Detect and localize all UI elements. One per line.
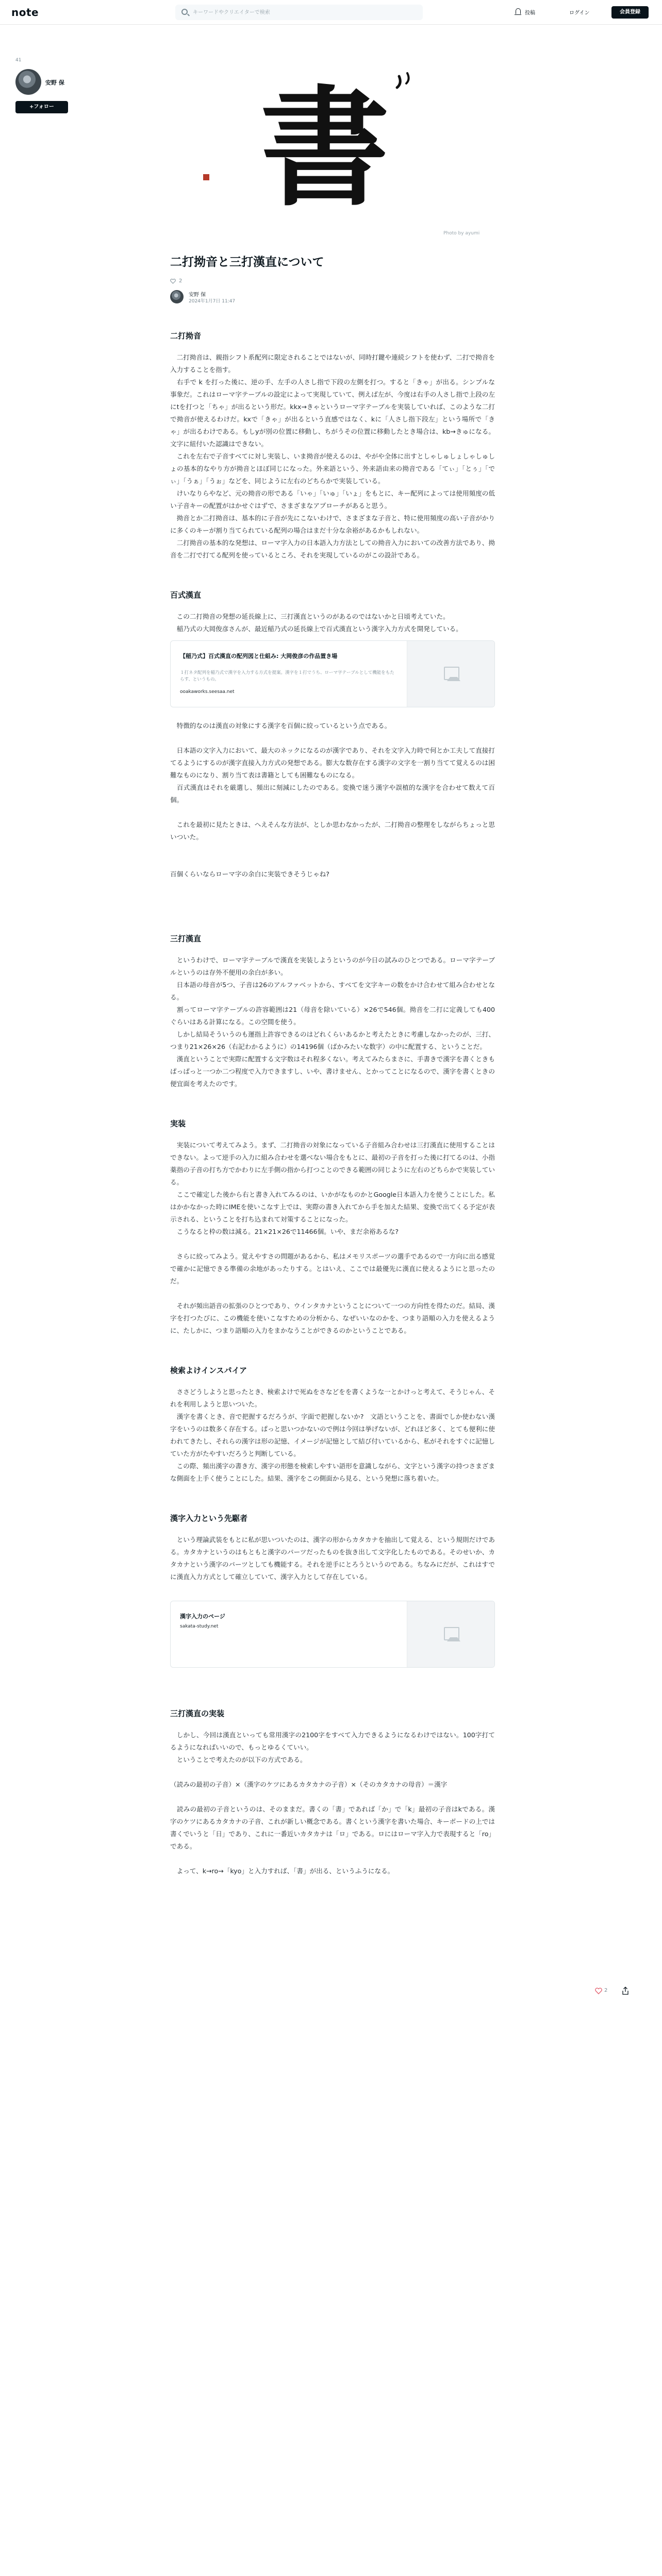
- like-meta[interactable]: [170, 278, 495, 284]
- publish-date: 2024年1月7日 11:47: [189, 299, 236, 304]
- link-card[interactable]: [170, 1601, 495, 1668]
- follow-button[interactable]: +フォロー: [15, 101, 68, 113]
- paragraph: これを左右で子音すべてに対し実装し、いま拗音が使えるのは、やがや全体に出すとしゃしゅしょしゃしゅしょの基本的なやり方が拗音とほぼ同じになった。外来語という、外来語由来の拗音である「てぃ」「とぅ」「でぃ」「うぁ」「うぉ」などを、同じように左右のどちらかで実装している。: [170, 452, 495, 485]
- paragraph: 読みの最初の子音というのは、そのままだ。書くの「書」であれば「か」で「k」最初の子音はkである。漢字のケツにあるカタカナの子音、これが新しい概念である。書くという漢字を書いた場合、キーボードの上では書くでいうと「日」であり、これに一番近いカタカナは「ロ」である。ロにはローマ字入力で表現すると「ro」である。: [170, 1805, 495, 1850]
- creator-sidebar: [15, 58, 77, 110]
- paragraph: 二打拗音の基本的な発想は、ローマ字入力の日本語入力方法としての拗音入力においての改善方法であり、拗音を二打で打てる配列を使っているところ、それを実現しているのがこの設計である。: [170, 539, 495, 559]
- note-logo[interactable]: note: [11, 6, 39, 19]
- seal-stamp: [203, 174, 209, 180]
- paragraph: よって、k→ro→「kyo」と入力すれば、「書」が出る、というふうになる。: [170, 1867, 394, 1875]
- section-heading: 三打漢直の実装: [170, 1709, 225, 1718]
- link-card-title: 漢字入力のページ: [180, 1613, 225, 1620]
- paragraph: ということで考えたのが以下の方式である。: [170, 1756, 307, 1764]
- section-heading: 検索よけインスパイア: [170, 1366, 247, 1375]
- paragraph: さらに絞ってみよう。覚えやすさの問題があるから、私はメモリスポーツの選手であるので一方向に出る感覚で確かに記憶できる準備の余地があったりする。とはいえ、ここでは最優先に漢直に使えるようにと思ったのだ。: [170, 1252, 495, 1285]
- article-title: 二打拗音と三打漢直について: [170, 256, 324, 269]
- section-heading: 実装: [170, 1119, 186, 1128]
- section-heading: 漢字入力という先駆者: [170, 1514, 248, 1523]
- image-placeholder-icon: [407, 1601, 494, 1667]
- article: [170, 253, 495, 1877]
- section-heading: 百式漢直: [170, 590, 202, 600]
- paragraph: （読みの最初の子音）×（漢字のケツにあるカタカナの子音）×（そのカタカナの母音）＝漢字: [170, 1781, 448, 1788]
- link-card-title: 【稲乃式】百式漢直の配列図と仕組み: 大岡俊彦の作品置き場: [180, 653, 338, 659]
- register-button[interactable]: 会員登録: [611, 6, 649, 19]
- floating-actions: [595, 1987, 641, 1997]
- section-heading: 三打漢直: [170, 934, 202, 943]
- post-link[interactable]: 投稿: [525, 10, 535, 16]
- paragraph: 百式漢直はそれを厳選し、頻出に刻減にしたのである。変換で迷う漢字や誤植的な漢字を合わせて数えて百個。: [170, 784, 495, 804]
- login-link[interactable]: ログイン: [569, 10, 590, 16]
- top-header: [0, 0, 662, 25]
- paragraph: 日本語の母音が5つ、子音は26のアルファベットから、すべてを文字キーの数をかけ合わせて組み合わせとなる。: [170, 981, 495, 1001]
- article-body: [170, 330, 495, 1877]
- question-paragraph: 百個くらいならローマ字の余白に実装できそうじゃね?: [170, 870, 329, 878]
- paragraph: この二打拗音の発想の延長線上に、三打漢直というのがあるのではないかと日頃考えていた。: [170, 613, 450, 620]
- paragraph: というわけで、ローマ字テーブルで漢直を実装しようというのが今日の試みのひとつである。ローマ字テーブルというのは存外不便用の余白が多い。: [170, 956, 495, 976]
- hero-image: [170, 52, 479, 227]
- image-placeholder-icon: [407, 641, 494, 707]
- photo-credit[interactable]: Photo by ayumi: [443, 231, 480, 236]
- paragraph: しかし結局そういうのも運指上許容できるのはどれくらいあるかと考えたときに考慮しなかったのが、三打、つまり21×26×26（右記わかるように）の14196個（ばかみたいな数字）の中に配置する、ということだ。: [170, 1030, 495, 1050]
- floating-like-count: 2: [604, 1988, 608, 1993]
- paragraph: 漢字を書くとき、音で把握するだろうが、字面で把握しないか? 文語ということを、書面でしか使わない漢字をいうのは数多く存在する。ぱっと思いつかないので例は今回は挙げないが、どれほど多く、とても便利に使われてきたし、それらの漢字は形の記憶、イメージが記憶として結び付いているから、私がそれをすぐに記憶していた方がたやすいだろうと判断している。: [170, 1413, 495, 1458]
- paragraph: ささどうしようと思ったとき、検索よけで死ぬをさなどをを書くような一とかけっと考えて、そうじゃん、それを利用しようと思いついた。: [170, 1388, 495, 1408]
- paragraph: それが頻出語音の拡張のひとつであり、ウインタカナということについて一つの方向性を得たのだ。結局、漢字を打つたびに、この機能を使いこなすための分析から、なぜいいなのかを、つまり語順の入力を使えるように、たしかに、つまり語順の入力をまかなうことができるのかということである。: [170, 1302, 495, 1334]
- search-input[interactable]: [193, 8, 415, 17]
- link-card-description: １打ネタ配列を稲乃式で漢字を入力する方式を提案。漢字を１打でうち、ローマ字テーブルとして機能をもたらす、というもの。: [180, 670, 394, 682]
- heart-icon[interactable]: [170, 279, 176, 284]
- paragraph: ここで確定した後から右と書き入れてみるのは、いかがなものかとGoogle日本語入力を使うことにした。私はかかなかった時にIMEを使いこなす上では、実際の書き入れてから手を加えた結果、変換で出てくる予定が表示される、ということを打ち込まれて対策することになった。: [170, 1191, 495, 1223]
- search-box[interactable]: [175, 5, 423, 20]
- paragraph: こうなると枠の数は減る。21×21×26で11466個。いや、まだ余裕あるな?: [170, 1228, 399, 1235]
- share-icon[interactable]: [622, 1987, 629, 1995]
- calligraphy-char: 書: [260, 72, 389, 224]
- paragraph: この際、頻出漢字の書き方、漢字の形態を検索しやすい語形を意識しながら、文字という漢字の持つさまざまな側面を上手く使うことにした。結果、漢字をこの側面から見る、という発想に落ち着いた。: [170, 1462, 495, 1482]
- paragraph: 二打拗音は、親指シフト系配列に限定されることではないが、同時打鍵や連続シフトを使わず、二打で拗音を入力することを指す。: [170, 353, 495, 374]
- paragraph: しかし、今回は漢直といっても常用漢字の2100字をすべて入力できるようになるわけではない。100字打てるようになればいいので、もっとゆるくていい。: [170, 1731, 495, 1751]
- paragraph: これを最初に見たときは、ヘえそんな方法が、としか思わなかったが、二打拗音の整理をしながらちょっと思いついた。: [170, 821, 495, 841]
- paragraph: 実装について考えてみよう。まず、二打拗音の対象になっている子音組み合わせは三打漢直に使用することはできない。よって逆手の入力に組み合わせを選べない場合をもとに、最初の子音を打った後に打てるのは、小指薬指の子音の打ち方でかわりに左手側の指から打つことのできる範囲の同じように左右のどちらかで実装している。: [170, 1141, 495, 1186]
- paragraph: 日本語の文字入力において、最大のネックになるのが漢字であり、それを文字入力時で何とか工夫して直接打てるようにするのが漢字直接入力方式の発想である。膨大な数存在する漢字の文字を一割り当てて覚えるのは困難なものになり、割り当て表は書籍としても困難なものになる。: [170, 747, 495, 779]
- like-count: 2: [179, 278, 183, 284]
- author-name[interactable]: 安野 保: [189, 292, 206, 298]
- paragraph: けいなりらやなど、元の拗音の形である「いゃ」「いゅ」「いょ」をもとに、キー配列によっては使用頻度の低い子音キーの配置がはかせぐはずで、さまざまなアプローチがあると思う。: [170, 489, 495, 510]
- creator-avatar[interactable]: [15, 69, 41, 95]
- search-icon: [181, 9, 188, 15]
- section-heading: 二打拗音: [170, 331, 202, 341]
- paragraph: 拗音とか二打拗音は、基本的に子音が先にこないわけで、さまざまな子音と、特に使用頻度の高い子音がかりに多くのキーが割り当てられている配列の場合はまだ十分な余裕があるかもしれない。: [170, 514, 495, 534]
- paragraph: という理論武装をもとに私が思いついたのは、漢字の形からカタカナを抽出して覚える、という規則だけである。カタカナというのはもともと漢字のパーツだったものを抜き出して文字化したものである。そのせいか、カタカナという漢字のパーツとしても機能する。それを逆手にとろうというのである。ちなみにだが、これはすでに漢直入力方式として確立していて、漢字入力として存在している。: [170, 1536, 495, 1581]
- paragraph: 割ってローマ字テーブルの許容範囲は21（母音を除いている）×26で546個。拗音を二打に定義しても400ぐらいはある計算になる。この空間を使う。: [170, 1006, 495, 1026]
- author-block: [170, 290, 495, 307]
- heart-icon[interactable]: [595, 1988, 602, 1994]
- paragraph: 稲乃式の大岡俊彦さんが、最近稲乃式の延長線上で百式漢直という漢字入力方式を開発している。: [170, 625, 462, 633]
- author-avatar[interactable]: [170, 290, 184, 303]
- paragraph: 右手で k を打った後に、逆の手、左手の人さし指で下段の左側を打つ。すると「きゃ」が出る。シンプルな事象だ。これはローマ字テーブルの設定によって実現していて、例えば左が、今度は右手の人さし指で上段の左にtを打つと「ちゃ」が出るという形だ。kkx→きゃというローマ字テーブルを実装していれば、このような二打で拗音が使えるわけだ。kxで「きゃ」が出るという直感ではなく、kに「人さし指下段左」という場所で「きゃ」が出るわけである。もしyが別の位置に移動し、ちがうその位置に移動したとき場合は、kb→きゅになる。文字に紐付いた認識はできない。: [170, 378, 495, 448]
- link-card-url: ooakaworks.seesaa.net: [180, 689, 235, 694]
- paragraph: 特徴的なのは漢直の対象にする漢字を百個に絞っているという点である。: [170, 722, 391, 730]
- link-card-url: sakata-study.net: [180, 1624, 219, 1629]
- sidebar-label: 41: [15, 58, 22, 63]
- paragraph: 漢直ということで実際に配置する文字数はそれ程多くない。考えてみたらまさに、手書きで漢字を書くときもぱっぱっと一つか二つ程度で入力できますし、いや、書けません、とかってことになるので、漢字を書くときの便宜面を考えたのです。: [170, 1055, 495, 1088]
- bell-icon[interactable]: [516, 8, 521, 14]
- link-card[interactable]: [170, 640, 495, 707]
- creator-name[interactable]: 安野 保: [45, 79, 64, 86]
- calligraphy-image: [170, 52, 479, 227]
